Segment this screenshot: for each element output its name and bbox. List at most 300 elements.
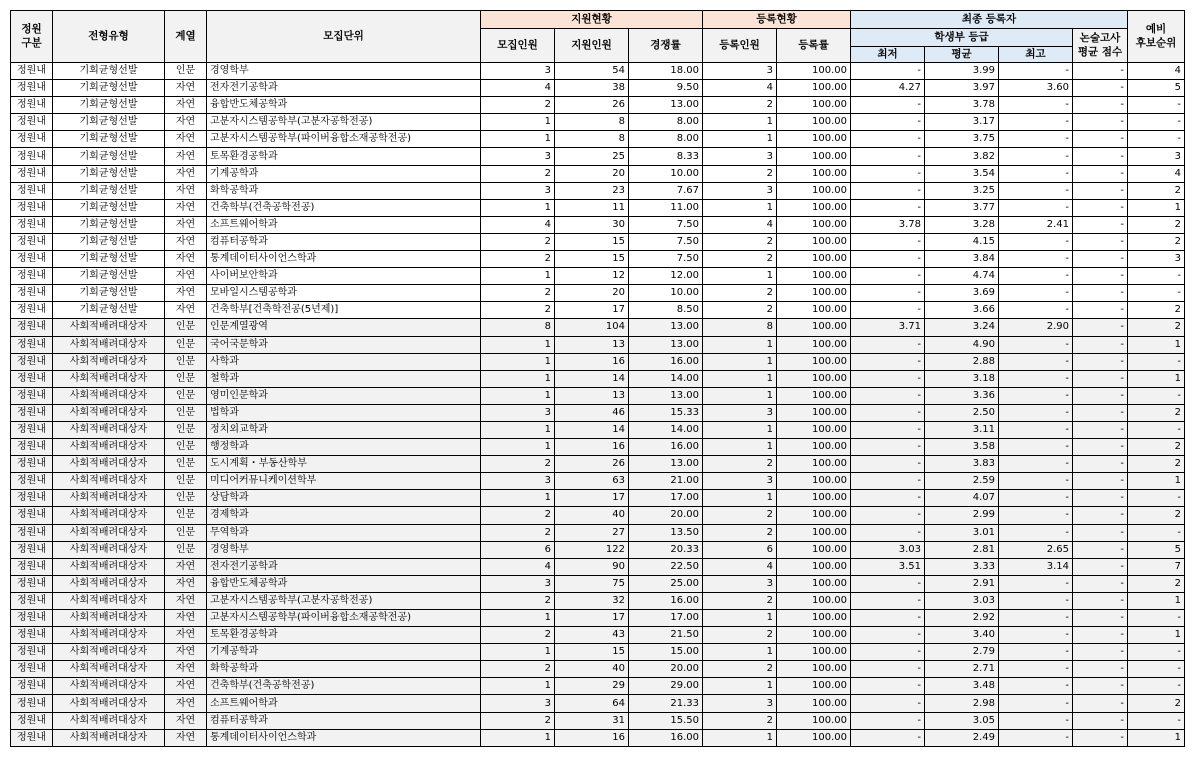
cell-track: 인문 <box>165 490 207 507</box>
cell-grade-min: - <box>851 199 925 216</box>
cell-grade-max: - <box>999 165 1073 182</box>
cell-grade-min: - <box>851 97 925 114</box>
cell-reg-rate: 100.00 <box>777 421 851 438</box>
cell-waitlist: - <box>1128 610 1185 627</box>
cell-grade-avg: 3.84 <box>925 251 999 268</box>
cell-type: 사회적배려대상자 <box>53 421 165 438</box>
cell-track: 인문 <box>165 439 207 456</box>
cell-reg-rate: 100.00 <box>777 251 851 268</box>
cell-reg-rate: 100.00 <box>777 456 851 473</box>
cell-unit: 미디어커뮤니케이션학부 <box>207 473 481 490</box>
cell-grade-avg: 3.24 <box>925 319 999 336</box>
cell-track: 자연 <box>165 233 207 250</box>
cell-reg-rate: 100.00 <box>777 729 851 746</box>
table-row <box>11 678 1185 695</box>
cell-track: 자연 <box>165 558 207 575</box>
cell-essay: - <box>1073 421 1128 438</box>
cell-unit: 융합반도체공학과 <box>207 97 481 114</box>
cell-grade-max: - <box>999 524 1073 541</box>
header-essay: 논술고사 평균 점수 <box>1073 29 1128 63</box>
cell-type: 사회적배려대상자 <box>53 644 165 661</box>
cell-applied: 20 <box>555 165 629 182</box>
cell-quota: 정원내 <box>11 233 53 250</box>
cell-grade-max: - <box>999 490 1073 507</box>
cell-quota: 정원내 <box>11 148 53 165</box>
cell-grade-min: 4.27 <box>851 80 925 97</box>
cell-applied: 17 <box>555 610 629 627</box>
cell-waitlist: 3 <box>1128 148 1185 165</box>
header-waitlist: 예비 후보순위 <box>1128 11 1185 63</box>
cell-ratio: 13.00 <box>629 336 703 353</box>
cell-grade-avg: 3.54 <box>925 165 999 182</box>
cell-quota: 정원내 <box>11 114 53 131</box>
cell-reg-rate: 100.00 <box>777 507 851 524</box>
cell-registered: 1 <box>703 268 777 285</box>
table-row <box>11 627 1185 644</box>
cell-reg-rate: 100.00 <box>777 80 851 97</box>
cell-unit: 전자전기공학과 <box>207 558 481 575</box>
cell-type: 사회적배려대상자 <box>53 507 165 524</box>
cell-essay: - <box>1073 712 1128 729</box>
cell-registered: 1 <box>703 114 777 131</box>
cell-recruit: 1 <box>481 490 555 507</box>
cell-type: 기회균형선발 <box>53 285 165 302</box>
cell-grade-max: - <box>999 268 1073 285</box>
admissions-table <box>10 10 1185 747</box>
cell-grade-avg: 3.66 <box>925 302 999 319</box>
cell-type: 사회적배려대상자 <box>53 661 165 678</box>
cell-applied: 31 <box>555 712 629 729</box>
cell-waitlist: 5 <box>1128 80 1185 97</box>
cell-track: 자연 <box>165 182 207 199</box>
cell-essay: - <box>1073 182 1128 199</box>
cell-ratio: 16.00 <box>629 353 703 370</box>
cell-quota: 정원내 <box>11 558 53 575</box>
cell-grade-avg: 3.69 <box>925 285 999 302</box>
cell-recruit: 2 <box>481 97 555 114</box>
header-recruit: 모집인원 <box>481 29 555 63</box>
cell-reg-rate: 100.00 <box>777 661 851 678</box>
cell-quota: 정원내 <box>11 302 53 319</box>
table-body <box>11 63 1185 747</box>
cell-track: 자연 <box>165 695 207 712</box>
cell-grade-avg: 3.58 <box>925 439 999 456</box>
table-row <box>11 524 1185 541</box>
cell-grade-avg: 3.75 <box>925 131 999 148</box>
cell-type: 기회균형선발 <box>53 148 165 165</box>
cell-applied: 16 <box>555 729 629 746</box>
cell-grade-min: - <box>851 524 925 541</box>
cell-waitlist: 4 <box>1128 63 1185 80</box>
cell-track: 자연 <box>165 251 207 268</box>
cell-essay: - <box>1073 319 1128 336</box>
cell-reg-rate: 100.00 <box>777 216 851 233</box>
cell-quota: 정원내 <box>11 456 53 473</box>
cell-unit: 컴퓨터공학과 <box>207 233 481 250</box>
cell-unit: 토목환경공학과 <box>207 627 481 644</box>
cell-grade-min: 3.51 <box>851 558 925 575</box>
cell-waitlist: 5 <box>1128 541 1185 558</box>
cell-unit: 소프트웨어학과 <box>207 216 481 233</box>
cell-grade-avg: 3.05 <box>925 712 999 729</box>
cell-unit: 융합반도체공학과 <box>207 575 481 592</box>
cell-type: 기회균형선발 <box>53 97 165 114</box>
cell-track: 인문 <box>165 353 207 370</box>
cell-track: 자연 <box>165 644 207 661</box>
cell-applied: 15 <box>555 644 629 661</box>
cell-grade-avg: 2.81 <box>925 541 999 558</box>
cell-unit: 국어국문학과 <box>207 336 481 353</box>
cell-unit: 도시계획・부동산학부 <box>207 456 481 473</box>
cell-reg-rate: 100.00 <box>777 490 851 507</box>
cell-waitlist: 2 <box>1128 182 1185 199</box>
cell-ratio: 13.00 <box>629 319 703 336</box>
cell-essay: - <box>1073 592 1128 609</box>
cell-type: 사회적배려대상자 <box>53 439 165 456</box>
cell-registered: 2 <box>703 661 777 678</box>
cell-waitlist: 1 <box>1128 627 1185 644</box>
cell-ratio: 15.33 <box>629 404 703 421</box>
cell-ratio: 8.50 <box>629 302 703 319</box>
cell-type: 기회균형선발 <box>53 63 165 80</box>
cell-grade-min: - <box>851 456 925 473</box>
cell-ratio: 15.50 <box>629 712 703 729</box>
cell-unit: 영미인문학과 <box>207 387 481 404</box>
cell-unit: 화학공학과 <box>207 182 481 199</box>
cell-ratio: 21.00 <box>629 473 703 490</box>
table-row <box>11 387 1185 404</box>
cell-quota: 정원내 <box>11 729 53 746</box>
cell-recruit: 2 <box>481 165 555 182</box>
cell-type: 사회적배려대상자 <box>53 336 165 353</box>
cell-applied: 26 <box>555 456 629 473</box>
table-row <box>11 114 1185 131</box>
cell-reg-rate: 100.00 <box>777 644 851 661</box>
cell-grade-min: - <box>851 678 925 695</box>
cell-track: 자연 <box>165 678 207 695</box>
cell-quota: 정원내 <box>11 387 53 404</box>
cell-type: 기회균형선발 <box>53 182 165 199</box>
cell-waitlist: - <box>1128 387 1185 404</box>
cell-grade-min: - <box>851 490 925 507</box>
cell-recruit: 4 <box>481 216 555 233</box>
cell-essay: - <box>1073 353 1128 370</box>
cell-grade-min: - <box>851 285 925 302</box>
cell-essay: - <box>1073 490 1128 507</box>
cell-type: 사회적배려대상자 <box>53 729 165 746</box>
cell-applied: 40 <box>555 661 629 678</box>
cell-applied: 20 <box>555 285 629 302</box>
cell-track: 자연 <box>165 627 207 644</box>
table-row <box>11 592 1185 609</box>
cell-essay: - <box>1073 268 1128 285</box>
cell-grade-min: - <box>851 114 925 131</box>
cell-grade-avg: 3.83 <box>925 456 999 473</box>
cell-grade-max: - <box>999 712 1073 729</box>
cell-grade-max: - <box>999 353 1073 370</box>
cell-reg-rate: 100.00 <box>777 712 851 729</box>
cell-grade-max: - <box>999 336 1073 353</box>
cell-type: 사회적배려대상자 <box>53 678 165 695</box>
cell-unit: 경영학부 <box>207 63 481 80</box>
cell-track: 자연 <box>165 610 207 627</box>
cell-recruit: 1 <box>481 439 555 456</box>
header-final-group: 최종 등록자 <box>851 11 1128 29</box>
cell-unit: 정치외교학과 <box>207 421 481 438</box>
cell-applied: 13 <box>555 336 629 353</box>
cell-grade-max: 3.14 <box>999 558 1073 575</box>
cell-ratio: 16.00 <box>629 729 703 746</box>
cell-track: 인문 <box>165 370 207 387</box>
cell-grade-max: 3.60 <box>999 80 1073 97</box>
cell-track: 인문 <box>165 404 207 421</box>
cell-registered: 1 <box>703 644 777 661</box>
cell-grade-max: - <box>999 695 1073 712</box>
table-row <box>11 421 1185 438</box>
cell-essay: - <box>1073 439 1128 456</box>
cell-grade-avg: 3.25 <box>925 182 999 199</box>
cell-ratio: 16.00 <box>629 592 703 609</box>
cell-grade-max: - <box>999 644 1073 661</box>
cell-ratio: 13.00 <box>629 387 703 404</box>
cell-grade-min: - <box>851 233 925 250</box>
table-row <box>11 216 1185 233</box>
cell-recruit: 1 <box>481 610 555 627</box>
cell-grade-min: - <box>851 729 925 746</box>
cell-recruit: 4 <box>481 558 555 575</box>
cell-recruit: 8 <box>481 319 555 336</box>
cell-reg-rate: 100.00 <box>777 558 851 575</box>
cell-quota: 정원내 <box>11 678 53 695</box>
cell-recruit: 1 <box>481 131 555 148</box>
cell-grade-max: - <box>999 678 1073 695</box>
cell-quota: 정원내 <box>11 80 53 97</box>
cell-recruit: 1 <box>481 114 555 131</box>
cell-registered: 1 <box>703 439 777 456</box>
cell-applied: 54 <box>555 63 629 80</box>
cell-unit: 전자전기공학과 <box>207 80 481 97</box>
cell-registered: 1 <box>703 370 777 387</box>
cell-grade-avg: 4.90 <box>925 336 999 353</box>
cell-quota: 정원내 <box>11 661 53 678</box>
table-row <box>11 661 1185 678</box>
cell-reg-rate: 100.00 <box>777 541 851 558</box>
cell-grade-min: - <box>851 627 925 644</box>
table-row <box>11 336 1185 353</box>
cell-grade-max: - <box>999 251 1073 268</box>
header-applicants-group: 지원현황 <box>481 11 703 29</box>
cell-essay: - <box>1073 473 1128 490</box>
cell-essay: - <box>1073 302 1128 319</box>
cell-reg-rate: 100.00 <box>777 268 851 285</box>
cell-registered: 1 <box>703 387 777 404</box>
cell-registered: 1 <box>703 336 777 353</box>
cell-essay: - <box>1073 695 1128 712</box>
cell-unit: 고분자시스템공학부(파이버융합소재공학전공) <box>207 131 481 148</box>
cell-waitlist: 2 <box>1128 695 1185 712</box>
cell-recruit: 3 <box>481 63 555 80</box>
cell-reg-rate: 100.00 <box>777 473 851 490</box>
cell-essay: - <box>1073 148 1128 165</box>
cell-ratio: 14.00 <box>629 421 703 438</box>
cell-waitlist: 3 <box>1128 251 1185 268</box>
cell-grade-avg: 3.77 <box>925 199 999 216</box>
cell-ratio: 8.33 <box>629 148 703 165</box>
cell-grade-avg: 2.99 <box>925 507 999 524</box>
cell-registered: 2 <box>703 456 777 473</box>
cell-grade-max: - <box>999 233 1073 250</box>
cell-type: 기회균형선발 <box>53 302 165 319</box>
table-row <box>11 507 1185 524</box>
cell-essay: - <box>1073 80 1128 97</box>
cell-waitlist: 1 <box>1128 473 1185 490</box>
cell-grade-max: - <box>999 148 1073 165</box>
cell-ratio: 21.33 <box>629 695 703 712</box>
cell-essay: - <box>1073 233 1128 250</box>
cell-reg-rate: 100.00 <box>777 114 851 131</box>
cell-ratio: 7.50 <box>629 251 703 268</box>
cell-recruit: 1 <box>481 729 555 746</box>
cell-grade-min: - <box>851 661 925 678</box>
cell-essay: - <box>1073 404 1128 421</box>
cell-ratio: 10.00 <box>629 165 703 182</box>
cell-type: 사회적배려대상자 <box>53 319 165 336</box>
cell-waitlist: 2 <box>1128 216 1185 233</box>
cell-type: 사회적배려대상자 <box>53 387 165 404</box>
cell-reg-rate: 100.00 <box>777 63 851 80</box>
cell-track: 자연 <box>165 80 207 97</box>
cell-grade-min: - <box>851 439 925 456</box>
header-school-grade: 학생부 등급 <box>851 29 1073 47</box>
cell-track: 자연 <box>165 216 207 233</box>
table-row <box>11 131 1185 148</box>
table-row <box>11 148 1185 165</box>
header-applied: 지원인원 <box>555 29 629 63</box>
cell-registered: 2 <box>703 165 777 182</box>
cell-track: 자연 <box>165 114 207 131</box>
table-row <box>11 199 1185 216</box>
cell-applied: 27 <box>555 524 629 541</box>
cell-quota: 정원내 <box>11 541 53 558</box>
cell-track: 인문 <box>165 421 207 438</box>
cell-essay: - <box>1073 507 1128 524</box>
cell-unit: 통계데이터사이언스학과 <box>207 251 481 268</box>
cell-type: 사회적배려대상자 <box>53 592 165 609</box>
cell-waitlist: 2 <box>1128 404 1185 421</box>
cell-grade-max: - <box>999 473 1073 490</box>
cell-type: 기회균형선발 <box>53 199 165 216</box>
cell-ratio: 25.00 <box>629 575 703 592</box>
cell-unit: 기계공학과 <box>207 165 481 182</box>
cell-essay: - <box>1073 456 1128 473</box>
cell-quota: 정원내 <box>11 319 53 336</box>
cell-reg-rate: 100.00 <box>777 182 851 199</box>
cell-grade-max: 2.90 <box>999 319 1073 336</box>
cell-waitlist: - <box>1128 114 1185 131</box>
cell-unit: 경제학과 <box>207 507 481 524</box>
cell-grade-min: - <box>851 404 925 421</box>
header-track: 계열 <box>165 11 207 63</box>
cell-unit: 컴퓨터공학과 <box>207 712 481 729</box>
cell-waitlist: 2 <box>1128 302 1185 319</box>
cell-track: 자연 <box>165 199 207 216</box>
cell-registered: 4 <box>703 216 777 233</box>
cell-registered: 3 <box>703 404 777 421</box>
cell-waitlist: - <box>1128 421 1185 438</box>
header-max: 최고 <box>999 47 1073 63</box>
table-row <box>11 80 1185 97</box>
cell-grade-min: - <box>851 592 925 609</box>
table-row <box>11 319 1185 336</box>
header-reg-rate: 등록률 <box>777 29 851 63</box>
cell-waitlist: 4 <box>1128 165 1185 182</box>
cell-ratio: 7.67 <box>629 182 703 199</box>
cell-waitlist: - <box>1128 285 1185 302</box>
cell-type: 기회균형선발 <box>53 233 165 250</box>
cell-type: 기회균형선발 <box>53 251 165 268</box>
cell-recruit: 2 <box>481 627 555 644</box>
cell-ratio: 20.00 <box>629 507 703 524</box>
cell-reg-rate: 100.00 <box>777 695 851 712</box>
cell-quota: 정원내 <box>11 251 53 268</box>
cell-ratio: 12.00 <box>629 268 703 285</box>
cell-ratio: 18.00 <box>629 63 703 80</box>
cell-essay: - <box>1073 575 1128 592</box>
cell-type: 기회균형선발 <box>53 114 165 131</box>
cell-grade-max: - <box>999 661 1073 678</box>
cell-grade-max: - <box>999 610 1073 627</box>
table-row <box>11 558 1185 575</box>
cell-essay: - <box>1073 558 1128 575</box>
cell-type: 사회적배려대상자 <box>53 370 165 387</box>
cell-quota: 정원내 <box>11 644 53 661</box>
cell-applied: 15 <box>555 251 629 268</box>
cell-applied: 17 <box>555 302 629 319</box>
cell-grade-min: - <box>851 421 925 438</box>
table-row <box>11 439 1185 456</box>
cell-recruit: 1 <box>481 268 555 285</box>
cell-applied: 14 <box>555 370 629 387</box>
table-row <box>11 302 1185 319</box>
cell-type: 기회균형선발 <box>53 165 165 182</box>
cell-essay: - <box>1073 627 1128 644</box>
cell-ratio: 10.00 <box>629 285 703 302</box>
table-row <box>11 268 1185 285</box>
cell-track: 인문 <box>165 541 207 558</box>
cell-grade-min: - <box>851 336 925 353</box>
cell-registered: 2 <box>703 592 777 609</box>
cell-quota: 정원내 <box>11 165 53 182</box>
cell-grade-max: - <box>999 627 1073 644</box>
cell-essay: - <box>1073 644 1128 661</box>
cell-reg-rate: 100.00 <box>777 370 851 387</box>
cell-grade-min: - <box>851 165 925 182</box>
cell-ratio: 13.00 <box>629 97 703 114</box>
cell-grade-min: 3.71 <box>851 319 925 336</box>
cell-grade-avg: 3.97 <box>925 80 999 97</box>
cell-grade-avg: 2.88 <box>925 353 999 370</box>
cell-track: 자연 <box>165 729 207 746</box>
cell-track: 자연 <box>165 131 207 148</box>
cell-recruit: 2 <box>481 524 555 541</box>
cell-applied: 13 <box>555 387 629 404</box>
cell-waitlist: 2 <box>1128 439 1185 456</box>
cell-track: 인문 <box>165 456 207 473</box>
cell-grade-max: - <box>999 285 1073 302</box>
cell-applied: 14 <box>555 421 629 438</box>
cell-waitlist: 2 <box>1128 456 1185 473</box>
cell-track: 자연 <box>165 712 207 729</box>
